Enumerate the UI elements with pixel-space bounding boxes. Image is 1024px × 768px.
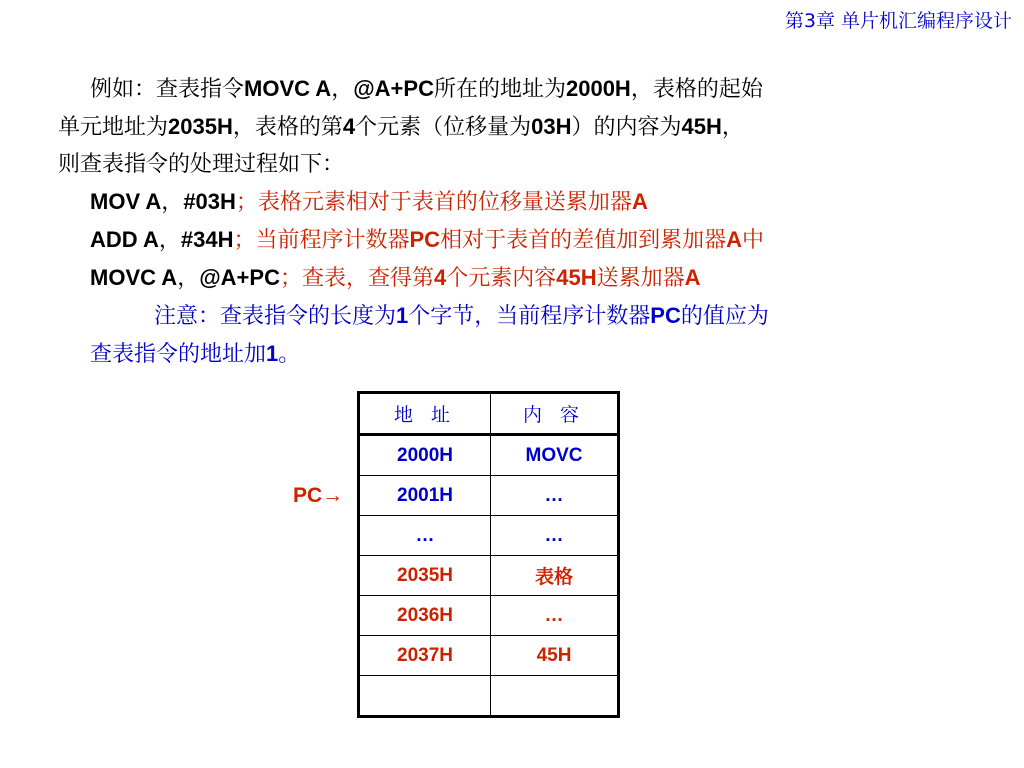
code-operand: @A+PC	[199, 265, 280, 290]
note-text: 注意：查表指令的长度为	[154, 304, 397, 329]
table-row	[359, 636, 619, 676]
note-text: 。	[278, 342, 301, 367]
code-semicolon: ；	[235, 190, 258, 215]
content-cell: …	[491, 516, 619, 556]
note-number: 1	[266, 341, 279, 366]
intro-text: ，表格的起始	[630, 77, 763, 102]
intro-text: ，表格的第	[232, 115, 343, 140]
instruction-text: MOVC A	[244, 76, 332, 101]
address-text: 2000H	[565, 76, 631, 101]
code-instruction: ADD A	[90, 227, 159, 252]
intro-text: 所在的地址为	[433, 77, 566, 102]
content-cell: …	[491, 476, 619, 516]
code-comment: 4	[433, 265, 447, 290]
slide-content	[58, 70, 988, 373]
content-cell: …	[491, 596, 619, 636]
code-line-mov	[58, 183, 988, 221]
table-row	[359, 516, 619, 556]
intro-text: ，	[721, 115, 744, 140]
address-cell: 2001H	[359, 476, 491, 516]
pc-pointer-label: PC→	[293, 484, 344, 507]
number-text: 4	[342, 114, 356, 139]
code-comment: A	[684, 265, 701, 290]
table-row	[359, 556, 619, 596]
code-comment: 送累加器	[596, 266, 685, 291]
code-comment: 相对于表首的差值加到累加器	[440, 228, 727, 253]
address-cell: 2036H	[359, 596, 491, 636]
code-comment: 表格元素相对于表首的位移量送累加器	[257, 190, 632, 215]
code-comment: A	[726, 227, 742, 252]
content-cell	[491, 676, 619, 717]
code-comment: 当前程序计数器	[255, 228, 410, 253]
code-instruction: MOV A	[90, 189, 162, 214]
table-row	[359, 676, 619, 717]
note-number: 1	[396, 303, 409, 328]
code-comment: 查表，查得第	[301, 266, 434, 291]
code-comment: 中	[741, 228, 764, 253]
content-cell: MOVC	[491, 435, 619, 476]
address-cell	[359, 676, 491, 717]
code-separator: ，	[158, 228, 181, 253]
address-cell: 2000H	[359, 435, 491, 476]
address-text: 2035H	[168, 114, 233, 139]
column-header-address: 地 址	[359, 393, 491, 435]
code-separator: ，	[161, 190, 184, 215]
table-row	[359, 596, 619, 636]
instruction-text: @A+PC	[353, 76, 434, 101]
code-semicolon: ；	[233, 228, 256, 253]
content-cell: 表格	[491, 556, 619, 596]
address-cell: 2037H	[359, 636, 491, 676]
note-line-1	[58, 297, 988, 335]
code-comment: PC	[409, 227, 441, 252]
code-comment: A	[631, 189, 648, 214]
value-text: 45H	[681, 114, 722, 139]
code-operand: #03H	[183, 189, 236, 214]
table-row	[359, 435, 619, 476]
column-header-content: 内 容	[491, 393, 619, 435]
code-comment: 个元素内容	[446, 266, 557, 291]
intro-line-3: 则查表指令的处理过程如下：	[58, 152, 345, 177]
code-separator: ，	[177, 266, 200, 291]
code-operand: #34H	[180, 227, 234, 252]
note-register: PC	[650, 303, 681, 328]
note-text: 的值应为	[680, 304, 769, 329]
table-header-row	[359, 393, 619, 435]
intro-line-1	[58, 70, 988, 108]
address-cell: 2035H	[359, 556, 491, 596]
offset-text: 03H	[531, 114, 572, 139]
code-comment: 45H	[556, 265, 597, 290]
table-row	[359, 476, 619, 516]
intro-line-2	[58, 108, 988, 146]
memory-table	[357, 391, 620, 718]
code-semicolon: ；	[279, 266, 302, 291]
intro-text: 例如：查表指令	[90, 77, 245, 102]
content-cell: 45H	[491, 636, 619, 676]
intro-text: 单元地址为	[58, 115, 169, 140]
address-cell: …	[359, 516, 491, 556]
intro-text: 个元素（位移量为	[355, 115, 532, 140]
code-line-movc	[58, 259, 988, 297]
chapter-title: 第3章 单片机汇编程序设计	[784, 10, 1012, 32]
note-line-2	[58, 335, 988, 373]
intro-text: ，	[331, 77, 354, 102]
note-text: 查表指令的地址加	[90, 342, 267, 367]
note-text: 个字节，当前程序计数器	[408, 304, 651, 329]
code-instruction: MOVC A	[90, 265, 178, 290]
intro-text: ）的内容为	[571, 115, 682, 140]
code-line-add	[58, 221, 988, 259]
